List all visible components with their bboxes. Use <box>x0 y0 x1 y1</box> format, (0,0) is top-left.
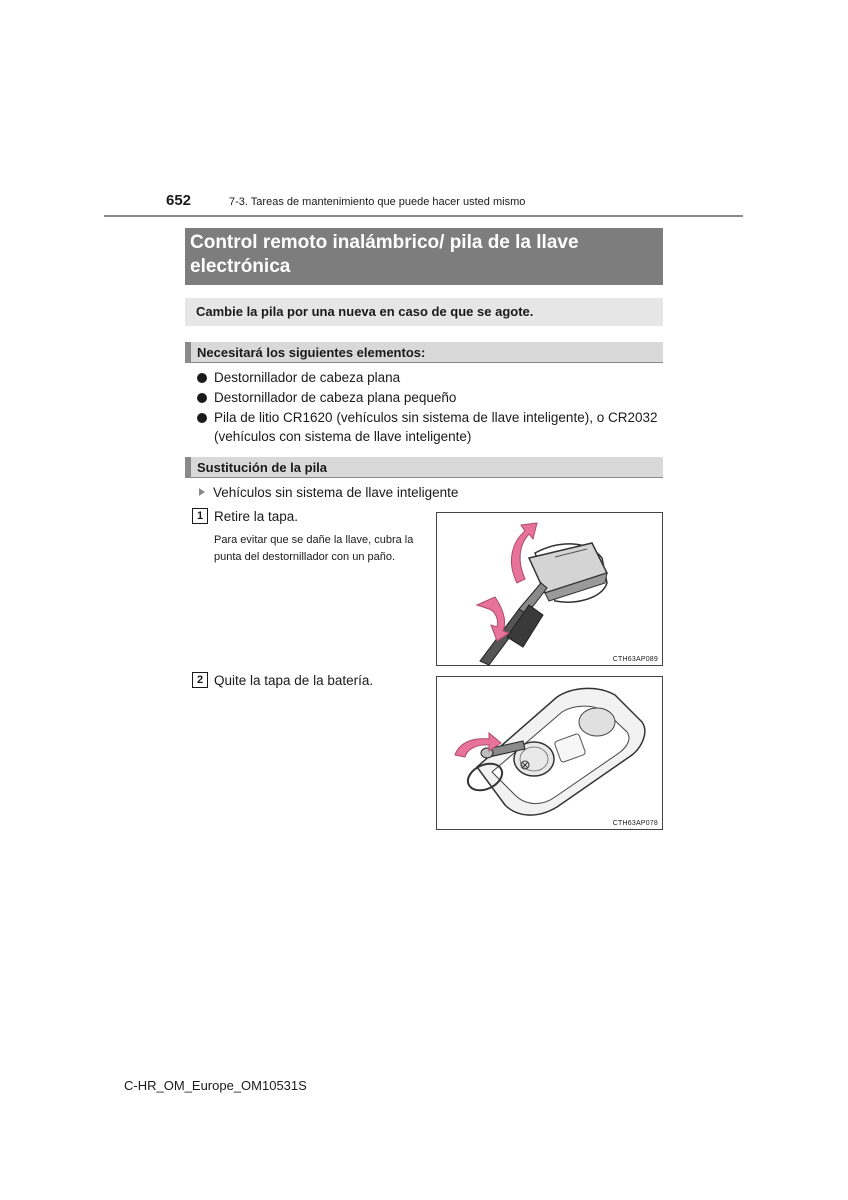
step-number-1: 1 <box>192 508 208 524</box>
bullet-icon <box>197 393 207 403</box>
step-1-note: Para evitar que se dañe la llave, cubra la punta del destornillador con un paño. <box>214 534 414 563</box>
needs-heading: Necesitará los siguientes elementos: <box>185 342 663 363</box>
triangle-arrow-icon <box>199 488 205 496</box>
intro-note: Cambie la pila por una nueva en caso de que se agote. <box>185 298 663 326</box>
bullet-icon <box>197 413 207 423</box>
battery-illustration <box>437 677 664 831</box>
figure-code: CTH63AP089 <box>612 656 658 663</box>
list-item <box>197 408 666 446</box>
footer-doc-id: C-HR_OM_Europe_OM10531S <box>124 1078 307 1093</box>
step-number-2: 2 <box>192 672 208 688</box>
vehicle-type-item <box>199 485 458 500</box>
list-item-text: Destornillador de cabeza plana <box>214 370 401 385</box>
figure-remove-cover <box>436 512 663 666</box>
list-item-text: Destornillador de cabeza plana pequeño <box>214 390 457 405</box>
bullet-icon <box>197 373 207 383</box>
figure-remove-battery-cover <box>436 676 663 830</box>
figure-code: CTH63AP078 <box>612 820 658 827</box>
step-2-text: Quite la tapa de la batería. <box>214 673 374 688</box>
vehicle-type-text: Vehículos sin sistema de llave inteligente <box>213 485 459 500</box>
list-item <box>197 388 666 407</box>
page-title: Control remoto inalámbrico/ pila de la llave electrónica <box>185 228 663 285</box>
list-item <box>197 368 666 387</box>
section-heading: 7-3. Tareas de mantenimiento que puede hacer usted mismo <box>229 196 526 208</box>
page-number: 652 <box>166 192 192 209</box>
header-divider <box>104 215 743 217</box>
list-item-text: Pila de litio CR1620 (vehículos sin sistema de llave inteligente), o CR2032 (vehículos con sistema de llave inteligente) <box>214 410 658 444</box>
replacement-heading: Sustitución de la pila <box>185 457 663 478</box>
step-1-text: Retire la tapa. <box>214 509 299 524</box>
key-cover-illustration <box>437 513 664 667</box>
